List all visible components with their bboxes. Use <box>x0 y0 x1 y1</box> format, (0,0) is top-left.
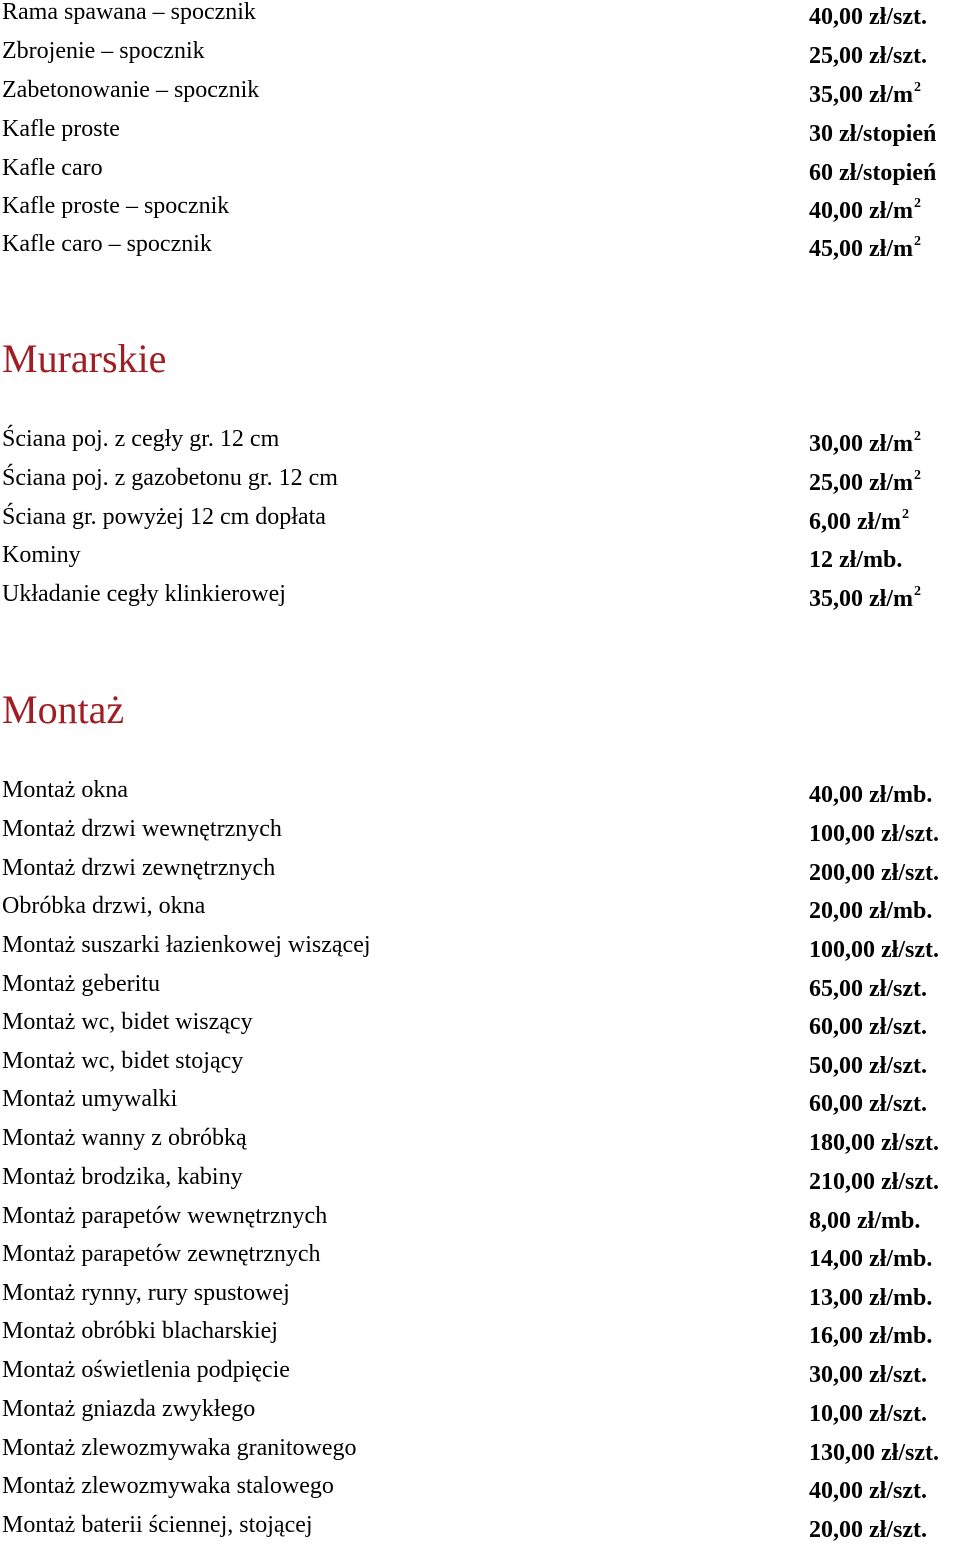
service-label: Kafle proste – spocznik <box>2 193 230 219</box>
service-label: Kafle proste <box>2 116 120 142</box>
service-label: Ściana poj. z cegły gr. 12 cm <box>2 426 280 452</box>
price-row <box>2 927 958 963</box>
service-price: 40,00 zł/szt. <box>809 1478 927 1504</box>
price-row <box>2 1236 958 1272</box>
service-price: 25,00 zł/szt. <box>809 43 927 69</box>
price-row <box>2 1391 958 1427</box>
service-price: 25,00 $zł/m^2$ <box>809 468 921 496</box>
service-label: Zbrojenie – spocznik <box>2 38 205 64</box>
price-row <box>2 537 958 573</box>
service-label: Montaż suszarki łazienkowej wiszącej <box>2 932 371 958</box>
service-price: 60 zł/stopień <box>809 160 937 186</box>
service-price: 60,00 zł/szt. <box>809 1014 927 1040</box>
service-label: Montaż zlewozmywaka granitowego <box>2 1435 357 1461</box>
service-price: 35,00 $zł/m^2$ <box>809 584 921 612</box>
service-label: Montaż drzwi wewnętrznych <box>2 816 282 842</box>
service-label: Montaż wc, bidet stojący <box>2 1048 244 1074</box>
service-label: Montaż drzwi zewnętrznych <box>2 855 276 881</box>
price-row <box>2 460 958 496</box>
service-price: 65,00 zł/szt. <box>809 976 927 1002</box>
service-price: 40,00 $zł/m^2$ <box>809 196 921 224</box>
service-label: Montaż brodzika, kabiny <box>2 1164 243 1190</box>
price-row <box>2 0 958 30</box>
price-row <box>2 1275 958 1311</box>
price-row <box>2 888 958 924</box>
service-label: Montaż umywalki <box>2 1086 178 1112</box>
price-row <box>2 850 958 886</box>
price-row <box>2 72 958 108</box>
price-row <box>2 1198 958 1234</box>
service-label: Obróbka drzwi, okna <box>2 893 206 919</box>
service-label: Montaż obróbki blacharskiej <box>2 1318 278 1344</box>
service-price: 30 zł/stopień <box>809 121 937 147</box>
service-price: 20,00 zł/szt. <box>809 1517 927 1543</box>
service-label: Montaż oświetlenia podpięcie <box>2 1357 290 1383</box>
price-row <box>2 1313 958 1349</box>
service-label: Układanie cegły klinkierowej <box>2 581 286 607</box>
service-label: Kafle caro <box>2 155 103 181</box>
service-label: Montaż okna <box>2 777 128 803</box>
price-row <box>2 576 958 612</box>
service-label: Kafle caro – spocznik <box>2 231 212 257</box>
service-price: 60,00 zł/szt. <box>809 1091 927 1117</box>
service-price: 40,00 zł/mb. <box>809 782 933 808</box>
price-row <box>2 33 958 69</box>
service-label: Montaż parapetów zewnętrznych <box>2 1241 321 1267</box>
service-price: 13,00 zł/mb. <box>809 1285 933 1311</box>
price-row <box>2 226 958 262</box>
price-row <box>2 1043 958 1079</box>
service-label: Zabetonowanie – spocznik <box>2 77 260 103</box>
price-row <box>2 966 958 1002</box>
section-heading-montaz: Montaż <box>2 687 125 732</box>
service-price: 100,00 zł/szt. <box>809 821 939 847</box>
service-price: 20,00 zł/mb. <box>809 898 933 924</box>
price-row <box>2 1120 958 1156</box>
service-price: 50,00 zł/szt. <box>809 1053 927 1079</box>
service-label: Rama spawana – spocznik <box>2 0 256 25</box>
service-label: Montaż parapetów wewnętrznych <box>2 1203 328 1229</box>
service-price: 200,00 zł/szt. <box>809 860 939 886</box>
price-row <box>2 188 958 224</box>
service-label: Kominy <box>2 542 81 568</box>
service-label: Ściana gr. powyżej 12 cm dopłata <box>2 504 326 530</box>
price-row <box>2 1507 958 1543</box>
price-row <box>2 1352 958 1388</box>
price-row <box>2 772 958 808</box>
service-price: 45,00 $zł/m^2$ <box>809 234 921 262</box>
service-price: 130,00 zł/szt. <box>809 1440 939 1466</box>
service-price: 30,00 $zł/m^2$ <box>809 429 921 457</box>
service-label: Montaż baterii ściennej, stojącej <box>2 1512 313 1538</box>
service-label: Ściana poj. z gazobetonu gr. 12 cm <box>2 465 338 491</box>
price-row <box>2 499 958 535</box>
service-price: 8,00 zł/mb. <box>809 1208 921 1234</box>
price-row <box>2 1159 958 1195</box>
price-row <box>2 421 958 457</box>
service-price: 6,00 $zł/m^2$ <box>809 507 909 535</box>
service-label: Montaż rynny, rury spustowej <box>2 1280 290 1306</box>
price-row <box>2 150 958 186</box>
price-row <box>2 1081 958 1117</box>
section-heading-murarskie: Murarskie <box>2 336 167 381</box>
service-price: 100,00 zł/szt. <box>809 937 939 963</box>
price-row <box>2 1004 958 1040</box>
service-price: 35,00 $zł/m^2$ <box>809 80 921 108</box>
service-price: 10,00 zł/szt. <box>809 1401 927 1427</box>
price-row <box>2 111 958 147</box>
service-label: Montaż zlewozmywaka stalowego <box>2 1473 334 1499</box>
service-price: 12 zł/mb. <box>809 547 903 573</box>
service-price: 210,00 zł/szt. <box>809 1169 939 1195</box>
service-label: Montaż geberitu <box>2 971 160 997</box>
service-label: Montaż wc, bidet wiszący <box>2 1009 253 1035</box>
price-row <box>2 811 958 847</box>
service-price: 16,00 zł/mb. <box>809 1323 933 1349</box>
service-price: 14,00 zł/mb. <box>809 1246 933 1272</box>
service-label: Montaż wanny z obróbką <box>2 1125 247 1151</box>
service-price: 40,00 zł/szt. <box>809 4 927 30</box>
price-row <box>2 1468 958 1504</box>
service-label: Montaż gniazda zwykłego <box>2 1396 256 1422</box>
service-price: 30,00 zł/szt. <box>809 1362 927 1388</box>
price-row <box>2 1430 958 1466</box>
service-price: 180,00 zł/szt. <box>809 1130 939 1156</box>
